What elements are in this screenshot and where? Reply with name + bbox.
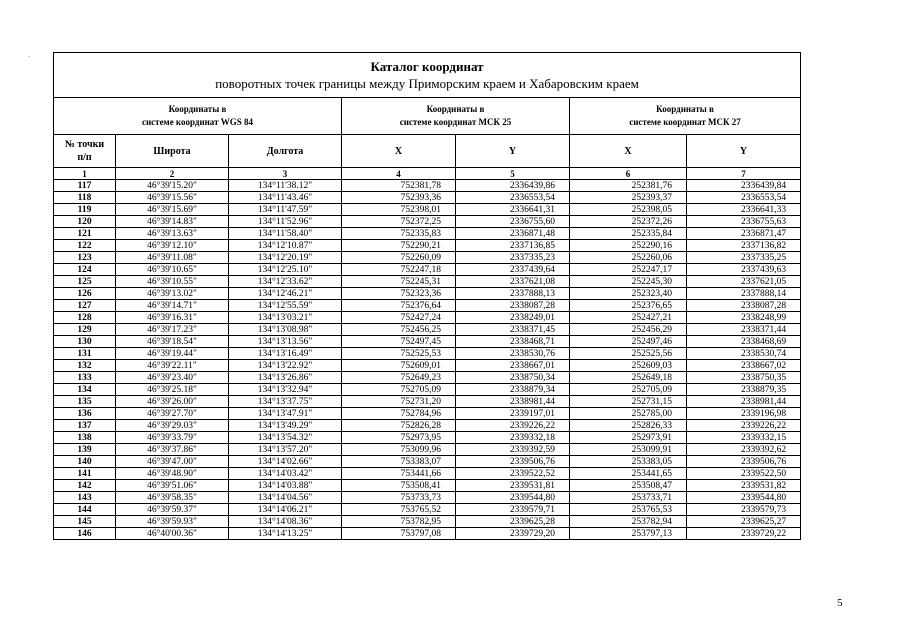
table-row — [54, 288, 801, 300]
cell-msk27-x: 252456,29 — [570, 324, 687, 336]
table-row — [54, 216, 801, 228]
cell-msk27-y: 2338248,99 — [687, 312, 801, 324]
cell-msk25-x: 752376,64 — [342, 300, 456, 312]
cell-longitude: 134°14'08.36" — [229, 516, 342, 528]
cell-msk27-x: 252973,91 — [570, 432, 687, 444]
cell-latitude: 46°39'13.02" — [116, 288, 229, 300]
cell-msk25-x: 752245,31 — [342, 276, 456, 288]
cell-msk25-x: 752335,83 — [342, 228, 456, 240]
cell-longitude: 134°11'43.46" — [229, 192, 342, 204]
cell-point-number: 123 — [54, 252, 116, 264]
cell-longitude: 134°13'03.21" — [229, 312, 342, 324]
cell-point-number: 126 — [54, 288, 116, 300]
cell-point-number: 138 — [54, 432, 116, 444]
cell-msk27-x: 252381,76 — [570, 180, 687, 192]
coordinate-catalog — [53, 52, 800, 540]
column-number: 2 — [116, 168, 229, 180]
cell-msk25-x: 753782,95 — [342, 516, 456, 528]
cell-longitude: 134°12'10.87" — [229, 240, 342, 252]
cell-msk27-y: 2339625,27 — [687, 516, 801, 528]
cell-latitude: 46°40'00.36" — [116, 528, 229, 540]
cell-msk27-x: 253765,53 — [570, 504, 687, 516]
cell-msk25-x: 752973,95 — [342, 432, 456, 444]
cell-msk25-x: 752323,36 — [342, 288, 456, 300]
cell-msk25-x: 753099,96 — [342, 444, 456, 456]
cell-point-number: 128 — [54, 312, 116, 324]
cell-point-number: 141 — [54, 468, 116, 480]
table-row — [54, 528, 801, 540]
cell-msk27-x: 253508,47 — [570, 480, 687, 492]
cell-msk27-y: 2339579,73 — [687, 504, 801, 516]
cell-msk25-y: 2336755,60 — [456, 216, 570, 228]
cell-msk27-y: 2338087,28 — [687, 300, 801, 312]
cell-msk25-y: 2338667,01 — [456, 360, 570, 372]
cell-longitude: 134°14'13.25" — [229, 528, 342, 540]
cell-msk25-y: 2336641,31 — [456, 204, 570, 216]
cell-longitude: 134°13'37.75" — [229, 396, 342, 408]
cell-msk25-y: 2337439,64 — [456, 264, 570, 276]
cell-msk27-x: 252785,00 — [570, 408, 687, 420]
table-row — [54, 360, 801, 372]
cell-longitude: 134°13'47.91" — [229, 408, 342, 420]
cell-msk25-y: 2339531,81 — [456, 480, 570, 492]
scan-dot: . — [28, 50, 30, 59]
column-header-msk25-y: Y — [456, 135, 570, 168]
cell-latitude: 46°39'14.71" — [116, 300, 229, 312]
column-header-msk27-x: X — [570, 135, 687, 168]
cell-latitude: 46°39'11.08" — [116, 252, 229, 264]
cell-longitude: 134°11'58.40" — [229, 228, 342, 240]
column-number: 5 — [456, 168, 570, 180]
cell-msk27-x: 252376,65 — [570, 300, 687, 312]
cell-point-number: 137 — [54, 420, 116, 432]
cell-msk27-x: 253441,65 — [570, 468, 687, 480]
table-row — [54, 408, 801, 420]
cell-msk25-y: 2338468,71 — [456, 336, 570, 348]
column-number: 4 — [342, 168, 456, 180]
column-header-longitude: Долгота — [229, 135, 342, 168]
table-row — [54, 396, 801, 408]
cell-msk25-x: 753441,66 — [342, 468, 456, 480]
table-row — [54, 336, 801, 348]
cell-msk27-x: 252247,17 — [570, 264, 687, 276]
table-row — [54, 180, 801, 192]
cell-latitude: 46°39'23.40" — [116, 372, 229, 384]
cell-msk27-x: 253099,91 — [570, 444, 687, 456]
cell-msk27-x: 252398,05 — [570, 204, 687, 216]
cell-msk25-x: 752456,25 — [342, 324, 456, 336]
cell-longitude: 134°14'04.56" — [229, 492, 342, 504]
cell-msk25-y: 2339332,18 — [456, 432, 570, 444]
cell-msk27-y: 2336641,33 — [687, 204, 801, 216]
cell-msk27-x: 252525,56 — [570, 348, 687, 360]
cell-msk27-y: 2336871,47 — [687, 228, 801, 240]
cell-msk25-x: 752705,09 — [342, 384, 456, 396]
cell-point-number: 121 — [54, 228, 116, 240]
cell-latitude: 46°39'17.23" — [116, 324, 229, 336]
cell-longitude: 134°14'02.66" — [229, 456, 342, 468]
cell-latitude: 46°39'29.03" — [116, 420, 229, 432]
system-header-wgs84: Координаты в системе координат WGS 84 — [54, 98, 342, 135]
cell-longitude: 134°14'03.42" — [229, 468, 342, 480]
table-row — [54, 504, 801, 516]
cell-msk27-y: 2339531,82 — [687, 480, 801, 492]
cell-msk25-x: 752427,24 — [342, 312, 456, 324]
cell-longitude: 134°12'33.62" — [229, 276, 342, 288]
cell-msk25-y: 2339522,52 — [456, 468, 570, 480]
cell-msk25-x: 752525,53 — [342, 348, 456, 360]
cell-longitude: 134°13'57.20" — [229, 444, 342, 456]
cell-longitude: 134°13'16.49" — [229, 348, 342, 360]
cell-msk25-x: 752497,45 — [342, 336, 456, 348]
cell-latitude: 46°39'37.86" — [116, 444, 229, 456]
cell-latitude: 46°39'10.65" — [116, 264, 229, 276]
cell-msk27-x: 253797,13 — [570, 528, 687, 540]
cell-msk27-x: 252731,15 — [570, 396, 687, 408]
column-number: 3 — [229, 168, 342, 180]
cell-msk27-y: 2336439,84 — [687, 180, 801, 192]
cell-msk25-y: 2338530,76 — [456, 348, 570, 360]
cell-msk27-y: 2337136,82 — [687, 240, 801, 252]
cell-msk25-x: 753765,52 — [342, 504, 456, 516]
table-row — [54, 456, 801, 468]
cell-msk27-x: 252245,30 — [570, 276, 687, 288]
cell-msk27-x: 252260,06 — [570, 252, 687, 264]
table-row — [54, 264, 801, 276]
cell-point-number: 133 — [54, 372, 116, 384]
cell-latitude: 46°39'25.18" — [116, 384, 229, 396]
cell-msk25-x: 753508,41 — [342, 480, 456, 492]
table-row — [54, 312, 801, 324]
cell-latitude: 46°39'15.20" — [116, 180, 229, 192]
cell-msk27-y: 2339729,22 — [687, 528, 801, 540]
cell-point-number: 131 — [54, 348, 116, 360]
cell-msk25-x: 752393,36 — [342, 192, 456, 204]
cell-latitude: 46°39'19.44" — [116, 348, 229, 360]
table-row — [54, 348, 801, 360]
cell-msk27-x: 252497,46 — [570, 336, 687, 348]
column-header-msk27-y: Y — [687, 135, 801, 168]
cell-point-number: 129 — [54, 324, 116, 336]
cell-msk27-x: 252826,33 — [570, 420, 687, 432]
table-row — [54, 192, 801, 204]
cell-longitude: 134°13'08.98" — [229, 324, 342, 336]
catalog-table — [53, 52, 801, 540]
cell-msk27-y: 2339392,62 — [687, 444, 801, 456]
cell-msk27-y: 2339226,22 — [687, 420, 801, 432]
cell-point-number: 146 — [54, 528, 116, 540]
table-row — [54, 420, 801, 432]
column-header-msk25-x: X — [342, 135, 456, 168]
cell-point-number: 122 — [54, 240, 116, 252]
cell-msk25-x: 752826,28 — [342, 420, 456, 432]
cell-latitude: 46°39'13.63" — [116, 228, 229, 240]
cell-longitude: 134°12'20.19" — [229, 252, 342, 264]
system-header-msk25: Координаты в системе координат МСК 25 — [342, 98, 570, 135]
cell-point-number: 136 — [54, 408, 116, 420]
cell-msk25-y: 2338249,01 — [456, 312, 570, 324]
cell-point-number: 125 — [54, 276, 116, 288]
cell-msk25-y: 2338750,34 — [456, 372, 570, 384]
cell-latitude: 46°39'16.31" — [116, 312, 229, 324]
cell-msk25-x: 752381,78 — [342, 180, 456, 192]
table-row — [54, 480, 801, 492]
cell-longitude: 134°12'25.10" — [229, 264, 342, 276]
cell-msk25-y: 2337888,13 — [456, 288, 570, 300]
cell-longitude: 134°14'06.21" — [229, 504, 342, 516]
cell-point-number: 139 — [54, 444, 116, 456]
cell-latitude: 46°39'59.93" — [116, 516, 229, 528]
cell-latitude: 46°39'51.06" — [116, 480, 229, 492]
cell-msk25-y: 2337136,85 — [456, 240, 570, 252]
cell-point-number: 144 — [54, 504, 116, 516]
cell-latitude: 46°39'33.79" — [116, 432, 229, 444]
cell-msk27-x: 253782,94 — [570, 516, 687, 528]
cell-msk25-y: 2339226,22 — [456, 420, 570, 432]
cell-latitude: 46°39'22.11" — [116, 360, 229, 372]
cell-latitude: 46°39'26.00" — [116, 396, 229, 408]
system-header-msk27: Координаты в системе координат МСК 27 — [570, 98, 801, 135]
cell-msk27-y: 2337621,05 — [687, 276, 801, 288]
cell-point-number: 140 — [54, 456, 116, 468]
column-number: 7 — [687, 168, 801, 180]
table-row — [54, 300, 801, 312]
cell-point-number: 130 — [54, 336, 116, 348]
cell-msk27-y: 2339196,98 — [687, 408, 801, 420]
table-row — [54, 384, 801, 396]
cell-msk27-y: 2338750,35 — [687, 372, 801, 384]
cell-point-number: 134 — [54, 384, 116, 396]
table-row — [54, 468, 801, 480]
cell-msk27-x: 252372,26 — [570, 216, 687, 228]
cell-longitude: 134°14'03.88" — [229, 480, 342, 492]
cell-msk25-y: 2339506,76 — [456, 456, 570, 468]
cell-msk25-y: 2336871,48 — [456, 228, 570, 240]
cell-latitude: 46°39'12.10" — [116, 240, 229, 252]
cell-msk27-y: 2338371,44 — [687, 324, 801, 336]
cell-point-number: 132 — [54, 360, 116, 372]
cell-msk27-y: 2336755,63 — [687, 216, 801, 228]
cell-msk25-y: 2338981,44 — [456, 396, 570, 408]
cell-msk25-y: 2339579,71 — [456, 504, 570, 516]
cell-latitude: 46°39'59.37" — [116, 504, 229, 516]
cell-msk27-y: 2339544,80 — [687, 492, 801, 504]
cell-longitude: 134°13'49.29" — [229, 420, 342, 432]
cell-longitude: 134°13'54.32" — [229, 432, 342, 444]
table-row — [54, 204, 801, 216]
cell-longitude: 134°12'46.21" — [229, 288, 342, 300]
cell-msk27-y: 2338667,02 — [687, 360, 801, 372]
table-row — [54, 324, 801, 336]
cell-msk25-y: 2338371,45 — [456, 324, 570, 336]
cell-msk25-y: 2339197,01 — [456, 408, 570, 420]
cell-msk27-y: 2339506,76 — [687, 456, 801, 468]
cell-latitude: 46°39'58.35" — [116, 492, 229, 504]
cell-longitude: 134°11'47.59" — [229, 204, 342, 216]
cell-msk25-x: 752398,01 — [342, 204, 456, 216]
table-row — [54, 240, 801, 252]
cell-latitude: 46°39'47.00" — [116, 456, 229, 468]
cell-msk27-x: 252705,09 — [570, 384, 687, 396]
cell-longitude: 134°13'22.92" — [229, 360, 342, 372]
table-row — [54, 432, 801, 444]
cell-msk25-y: 2337621,08 — [456, 276, 570, 288]
cell-msk25-x: 752784,96 — [342, 408, 456, 420]
cell-msk27-y: 2339522,50 — [687, 468, 801, 480]
column-number: 6 — [570, 168, 687, 180]
cell-point-number: 145 — [54, 516, 116, 528]
cell-msk25-x: 752247,18 — [342, 264, 456, 276]
column-number-row — [54, 168, 801, 180]
cell-msk25-y: 2336439,86 — [456, 180, 570, 192]
cell-msk25-x: 752290,21 — [342, 240, 456, 252]
cell-msk27-x: 252427,21 — [570, 312, 687, 324]
cell-msk25-x: 753733,73 — [342, 492, 456, 504]
cell-latitude: 46°39'15.69" — [116, 204, 229, 216]
cell-point-number: 118 — [54, 192, 116, 204]
cell-latitude: 46°39'18.54" — [116, 336, 229, 348]
table-row — [54, 372, 801, 384]
cell-latitude: 46°39'15.56" — [116, 192, 229, 204]
cell-msk25-y: 2339729,20 — [456, 528, 570, 540]
cell-msk25-y: 2339392,59 — [456, 444, 570, 456]
cell-longitude: 134°13'26.86" — [229, 372, 342, 384]
cell-point-number: 120 — [54, 216, 116, 228]
table-row — [54, 492, 801, 504]
cell-latitude: 46°39'27.70" — [116, 408, 229, 420]
cell-msk27-x: 252323,40 — [570, 288, 687, 300]
cell-msk27-y: 2338468,69 — [687, 336, 801, 348]
table-row — [54, 276, 801, 288]
cell-msk25-y: 2338879,34 — [456, 384, 570, 396]
cell-msk25-y: 2339625,28 — [456, 516, 570, 528]
cell-msk27-x: 252393,37 — [570, 192, 687, 204]
cell-msk25-y: 2339544,80 — [456, 492, 570, 504]
cell-msk27-y: 2338879,35 — [687, 384, 801, 396]
cell-msk27-y: 2337439,63 — [687, 264, 801, 276]
cell-msk25-x: 753797,08 — [342, 528, 456, 540]
cell-latitude: 46°39'10.55" — [116, 276, 229, 288]
cell-msk27-x: 253383,05 — [570, 456, 687, 468]
cell-msk25-x: 752260,09 — [342, 252, 456, 264]
cell-point-number: 135 — [54, 396, 116, 408]
cell-msk27-y: 2337335,25 — [687, 252, 801, 264]
cell-point-number: 143 — [54, 492, 116, 504]
cell-msk27-y: 2338530,74 — [687, 348, 801, 360]
cell-latitude: 46°39'48.90" — [116, 468, 229, 480]
cell-msk25-x: 753383,07 — [342, 456, 456, 468]
cell-msk25-y: 2338087,28 — [456, 300, 570, 312]
cell-msk25-x: 752609,01 — [342, 360, 456, 372]
cell-point-number: 124 — [54, 264, 116, 276]
table-row — [54, 444, 801, 456]
cell-msk25-y: 2336553,54 — [456, 192, 570, 204]
cell-point-number: 117 — [54, 180, 116, 192]
cell-msk27-x: 252609,03 — [570, 360, 687, 372]
cell-latitude: 46°39'14.83" — [116, 216, 229, 228]
catalog-title: Каталог координат — [370, 59, 484, 74]
cell-msk27-y: 2336553,54 — [687, 192, 801, 204]
column-number: 1 — [54, 168, 116, 180]
cell-longitude: 134°11'38.12" — [229, 180, 342, 192]
cell-msk27-x: 252649,18 — [570, 372, 687, 384]
cell-point-number: 119 — [54, 204, 116, 216]
table-row — [54, 252, 801, 264]
cell-msk27-x: 252290,16 — [570, 240, 687, 252]
table-row — [54, 516, 801, 528]
cell-point-number: 127 — [54, 300, 116, 312]
cell-longitude: 134°13'32.94" — [229, 384, 342, 396]
cell-longitude: 134°13'13.56" — [229, 336, 342, 348]
cell-longitude: 134°11'52.96" — [229, 216, 342, 228]
page-number: 5 — [837, 597, 843, 609]
column-header-latitude: Широта — [116, 135, 229, 168]
cell-msk27-x: 252335,84 — [570, 228, 687, 240]
cell-point-number: 142 — [54, 480, 116, 492]
cell-msk25-y: 2337335,23 — [456, 252, 570, 264]
cell-longitude: 134°12'55.59" — [229, 300, 342, 312]
cell-msk25-x: 752372,25 — [342, 216, 456, 228]
cell-msk27-y: 2338981,44 — [687, 396, 801, 408]
column-header-point: № точки п/п — [54, 135, 116, 168]
table-row — [54, 228, 801, 240]
cell-msk27-y: 2337888,14 — [687, 288, 801, 300]
cell-msk27-x: 253733,71 — [570, 492, 687, 504]
catalog-subtitle: поворотных точек границы между Приморским краем и Хабаровским краем — [215, 76, 639, 91]
cell-msk25-x: 752731,20 — [342, 396, 456, 408]
cell-msk25-x: 752649,23 — [342, 372, 456, 384]
catalog-title-cell — [54, 53, 801, 98]
cell-msk27-y: 2339332,15 — [687, 432, 801, 444]
